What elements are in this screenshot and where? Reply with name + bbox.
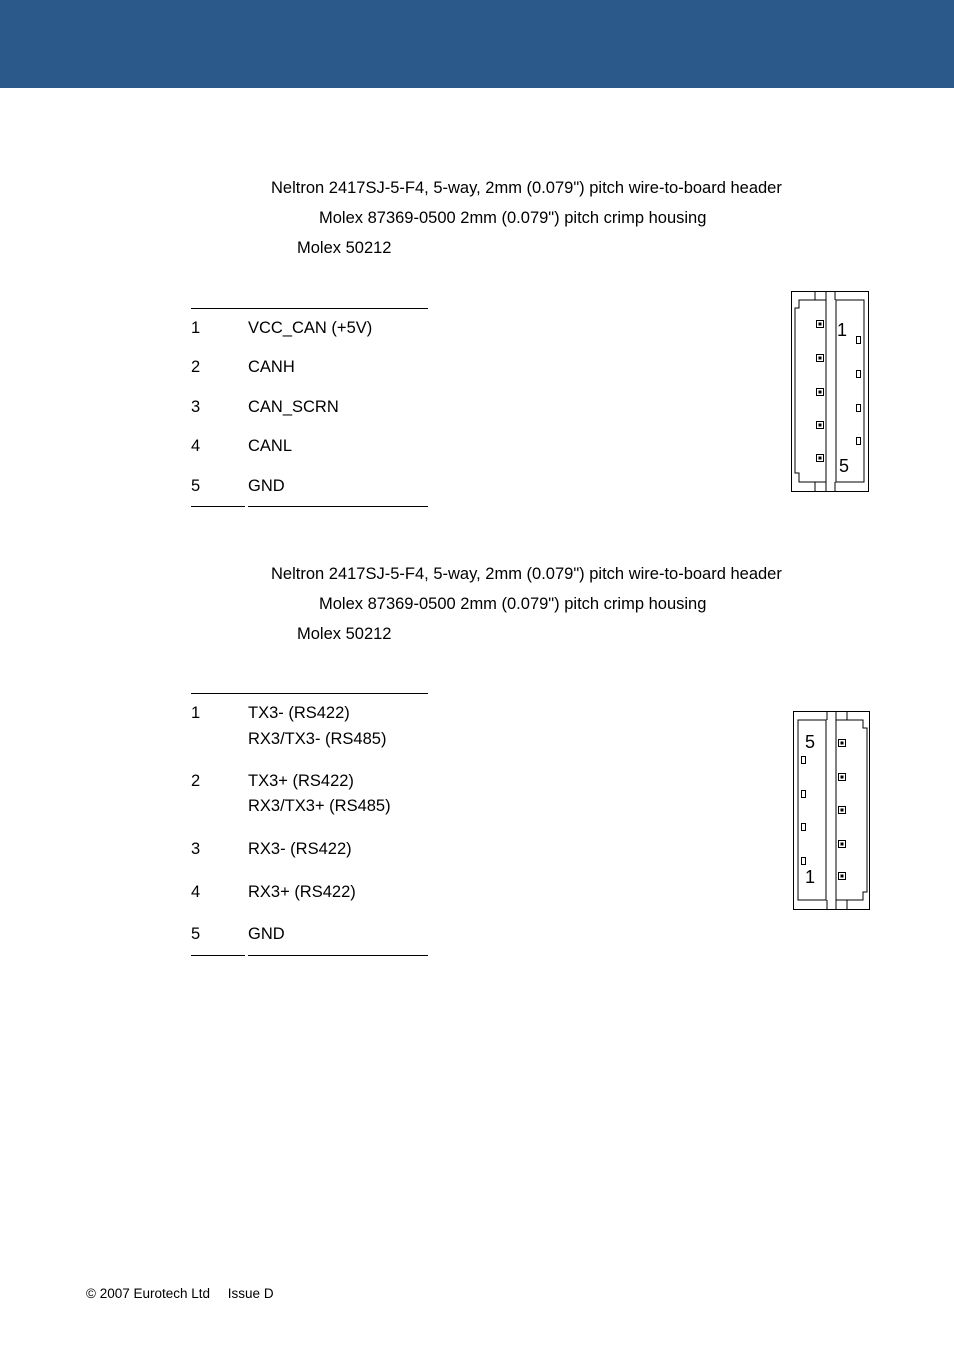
- table-top-rule: [191, 693, 428, 694]
- latch-tabs: [857, 337, 861, 445]
- pin-number: 5: [191, 477, 201, 495]
- pin-signal: GND: [248, 477, 285, 495]
- pin-squares: [839, 740, 846, 880]
- pin-number: 3: [191, 398, 201, 416]
- housing-part-spec: Molex 87369-0500 2mm (0.079") pitch crimp housing: [319, 209, 707, 227]
- connector-diagram: [790, 708, 874, 914]
- header-part-spec: Neltron 2417SJ-5-F4, 5-way, 2mm (0.079") pitch wire-to-board header: [271, 179, 782, 197]
- table-bottom-rule: [191, 506, 245, 507]
- pin-number: 4: [191, 437, 201, 455]
- pin-signal: VCC_CAN (+5V): [248, 319, 373, 337]
- pin-signal: CANL: [248, 437, 293, 455]
- pin-number: 5: [191, 925, 201, 943]
- pin-signal-alt: RX3/TX3+ (RS485): [248, 797, 391, 815]
- header-part-spec: Neltron 2417SJ-5-F4, 5-way, 2mm (0.079") pitch wire-to-board header: [271, 565, 782, 583]
- issue-label: Issue D: [227, 1286, 274, 1301]
- pin-signal: GND: [248, 925, 285, 943]
- pin-number: 3: [191, 840, 201, 858]
- pin-label-bottom: 1: [805, 867, 816, 887]
- footer: [86, 1286, 288, 1301]
- pin-number: 1: [191, 319, 201, 337]
- header-band: [0, 0, 954, 88]
- pin-signal: CAN_SCRN: [248, 398, 339, 416]
- table-top-rule: [191, 308, 428, 309]
- pin-squares: [817, 321, 824, 462]
- pin-number: 4: [191, 883, 201, 901]
- pin-label-top: 1: [837, 320, 848, 340]
- table-bottom-rule: [248, 506, 428, 507]
- housing-part-spec: Molex 87369-0500 2mm (0.079") pitch crimp housing: [319, 595, 707, 613]
- pin-signal: TX3- (RS422): [248, 704, 350, 722]
- pin-signal: CANH: [248, 358, 295, 376]
- pin-signal-alt: RX3/TX3- (RS485): [248, 730, 387, 748]
- crimp-part-spec: Molex 50212: [297, 239, 392, 257]
- pin-signal: RX3+ (RS422): [248, 883, 356, 901]
- table-bottom-rule: [248, 955, 428, 956]
- latch-tabs: [802, 757, 806, 865]
- pin-label-top: 5: [805, 732, 816, 752]
- pin-signal: RX3- (RS422): [248, 840, 352, 858]
- pin-number: 1: [191, 704, 201, 722]
- table-bottom-rule: [191, 955, 245, 956]
- pin-number: 2: [191, 358, 201, 376]
- pin-label-bottom: 5: [839, 456, 850, 476]
- pin-number: 2: [191, 772, 201, 790]
- connector-diagram: [788, 288, 872, 496]
- copyright-text: © 2007 Eurotech Ltd: [86, 1286, 211, 1301]
- pin-signal: TX3+ (RS422): [248, 772, 354, 790]
- crimp-part-spec: Molex 50212: [297, 625, 392, 643]
